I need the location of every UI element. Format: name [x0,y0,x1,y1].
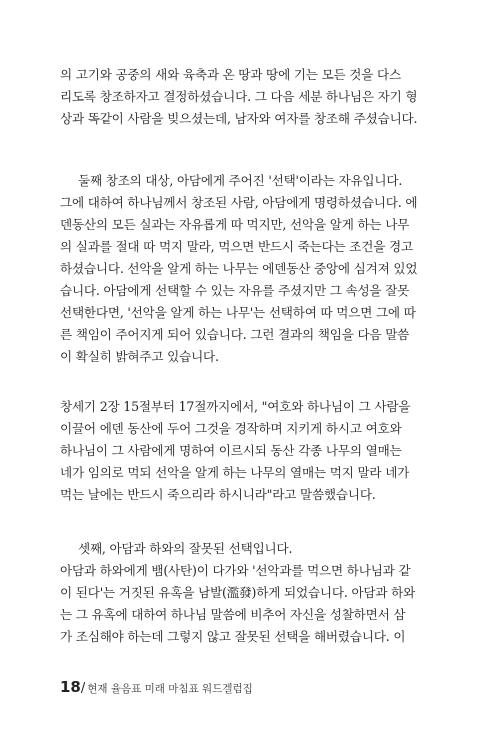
paragraph-3 [60,396,444,506]
section-heading-line: 셋째, 아담과 하와의 잘못된 선택입니다. [78,541,293,556]
section-heading-line: 둘째 창조의 대상, 아담에게 주어진 '선택'이라는 자유입니다. [78,173,403,188]
footer-separator: / [80,681,86,696]
text-line: 창세기 2장 15절부터 17절까지에서, "여호와 하나님이 그 사람을 [60,399,411,414]
text-line: 이 확실히 밝혀주고 있습니다. [60,349,219,364]
text-line: 덴동산의 모든 실과는 자유롭게 따 먹지만, 선악을 알게 하는 나무 [60,217,410,232]
text-line: 이끌어 에덴 동산에 두어 그것을 경작하며 지키게 하시고 여호와 [60,421,402,436]
text-line: 의 고기와 공중의 새와 육축과 온 땅과 땅에 기는 모든 것을 다스 [60,67,401,82]
text-line: 른 책임이 주어지게 되어 있습니다. 그런 결과의 책임을 다음 말씀 [60,327,410,342]
paragraph-1 [60,64,444,130]
text-line: 아담과 하와에게 뱀(사탄)이 다가와 '선악과를 먹으면 하나님과 같 [60,563,411,578]
text-line: 그에 대하여 하나님께서 창조된 사람, 아담에게 명령하셨습니다. 에 [60,195,418,210]
text-line: 이 된다'는 거짓된 유혹을 남발(濫發)하게 되었습니다. 아담과 하와 [60,585,416,600]
text-line: 선택한다면, '선악을 알게 하는 나무'는 선택하여 따 먹으면 그에 따 [60,305,416,320]
text-line: 의 실과를 절대 따 먹지 말라, 먹으면 반드시 죽는다는 조건을 경고 [60,239,413,254]
text-line: 상과 똑같이 사람을 빚으셨는데, 남자와 여자를 창조해 주셨습니다. [60,111,418,126]
text-line: 네가 임의로 먹되 선악을 알게 하는 나무의 열매는 먹지 말라 네가 [60,465,410,480]
text-line: 는 그 유혹에 대하여 하나님 말씀에 비추어 자신을 성찰하면서 삼 [60,607,406,622]
paragraph-2 [60,170,444,368]
text-line: 가 조심해야 하는데 그렇지 않고 잘못된 선택을 해버렸습니다. 이 [60,629,406,644]
page-number: 18 [60,678,81,696]
page-footer [60,678,253,696]
text-line: 먹는 날에는 반드시 죽으리라 하시니라"라고 말씀했습니다. [60,487,376,502]
text-line: 하셨습니다. 선악을 알게 하는 나무는 에덴동산 중앙에 심겨져 있었 [60,261,418,276]
paragraph-4 [60,538,444,648]
text-line: 하나님이 그 사람에게 명하여 이르시되 동산 각종 나무의 열매는 [60,443,402,458]
text-line: 리도록 창조하자고 결정하셨습니다. 그 다음 세분 하나님은 자기 형 [60,89,418,104]
text-line: 습니다. 아담에게 선택할 수 있는 자유를 주셨지만 그 속성을 잘못 [60,283,410,298]
running-title: 현재 율음표 미래 마침표 워드겔럼집 [87,683,253,695]
